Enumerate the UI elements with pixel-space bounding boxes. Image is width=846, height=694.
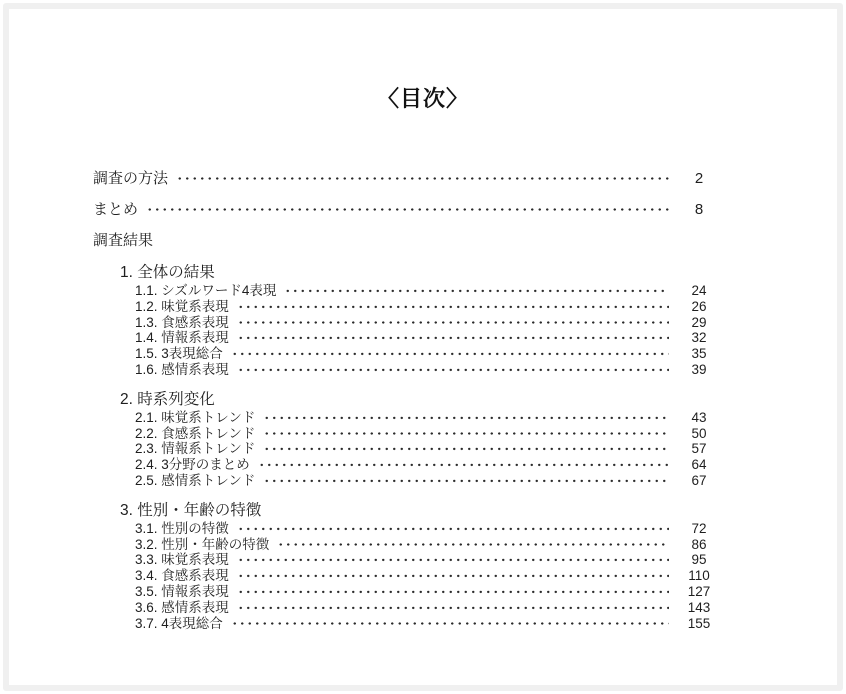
page-number: 86 — [691, 536, 707, 552]
toc-entry-label: 3.3. 味覚系表現 — [135, 552, 229, 568]
toc-entry-row — [93, 568, 722, 584]
dot-leader — [258, 457, 669, 473]
toc-entry-label: 3.2. 性別・年齢の特徴 — [135, 536, 270, 552]
toc-entry-label: 調査の方法 — [93, 170, 169, 187]
dot-leader — [237, 315, 669, 331]
toc-entry-row — [93, 600, 722, 616]
toc-entry-row — [93, 441, 722, 457]
toc-entry-label: まとめ — [93, 201, 139, 218]
toc-entry-label: 調査結果 — [93, 232, 154, 249]
toc-entry-label: 3.5. 情報系表現 — [135, 583, 229, 599]
toc-section — [93, 263, 722, 378]
page-number: 43 — [691, 409, 707, 425]
toc-entry-row — [93, 521, 722, 537]
page-number: 2 — [694, 170, 704, 187]
toc-entry-label: 3.6. 感情系表現 — [135, 599, 229, 615]
dot-leader — [263, 473, 669, 489]
toc-entry-label: 1.4. 情報系表現 — [135, 330, 229, 346]
page-number: 110 — [688, 568, 710, 584]
toc-sections — [93, 263, 722, 631]
toc-section — [93, 390, 722, 489]
dot-leader — [237, 521, 669, 537]
toc-entry-label: 1.2. 味覚系表現 — [135, 298, 229, 314]
toc-entry-label: 1.5. 3表現総合 — [135, 346, 223, 362]
toc-entry-label: 1.6. 感情系表現 — [135, 361, 229, 377]
toc-entry-row — [93, 552, 722, 568]
page-number: 26 — [691, 298, 707, 314]
page-number: 24 — [691, 283, 707, 298]
toc-entry-row — [93, 299, 722, 315]
page-number: 95 — [691, 552, 707, 568]
toc-entry-label: 3.4. 食感系表現 — [135, 568, 229, 584]
dot-leader — [284, 283, 669, 299]
dot-leader — [237, 568, 669, 584]
dot-leader — [263, 441, 669, 457]
page-number: 57 — [691, 441, 707, 457]
toc-entry-row — [93, 457, 722, 473]
dot-leader — [237, 362, 669, 378]
toc-entry-row — [93, 201, 722, 218]
page-number: 72 — [691, 520, 707, 536]
page-number: 32 — [691, 330, 707, 346]
dot-leader — [231, 346, 669, 362]
dot-leader — [263, 410, 669, 426]
page-number: 29 — [691, 314, 707, 330]
toc-entry-row — [93, 232, 722, 249]
toc-entry-row — [93, 473, 722, 489]
page-number: 35 — [691, 346, 707, 362]
toc-entry-label: 3.1. 性別の特徴 — [135, 520, 229, 536]
page-number: 50 — [691, 425, 707, 441]
toc-entry-label: 2.4. 3分野のまとめ — [135, 457, 250, 473]
page-number: 67 — [691, 472, 707, 488]
toc-entry-label: 2.3. 情報系トレンド — [135, 441, 256, 457]
page-number: 64 — [691, 457, 707, 473]
toc-top-entries — [93, 170, 722, 249]
section-heading: 3. 性別・年齢の特徴 — [120, 501, 262, 519]
toc-entry-row — [93, 616, 722, 632]
page-number: 39 — [691, 361, 707, 377]
dot-leader — [237, 299, 669, 315]
dot-leader — [263, 426, 669, 442]
toc-entry-row — [93, 315, 722, 331]
toc-entry-label: 1.1. シズルワード4表現 — [135, 283, 277, 298]
toc-entry-label: 2.5. 感情系トレンド — [135, 472, 256, 488]
toc-entry-row — [93, 410, 722, 426]
table-of-contents — [93, 170, 722, 631]
spacer — [153, 232, 722, 249]
page-title: 〈目次〉 — [376, 86, 469, 111]
toc-section — [93, 501, 722, 632]
dot-leader — [237, 330, 669, 346]
toc-entry-row — [93, 584, 722, 600]
dot-leader — [176, 170, 669, 187]
toc-entry-label: 3.7. 4表現総合 — [135, 615, 223, 631]
page-number: 155 — [687, 615, 711, 631]
page-number: 8 — [694, 201, 704, 218]
toc-entry-label: 2.1. 味覚系トレンド — [135, 409, 256, 425]
section-heading: 1. 全体の結果 — [120, 264, 215, 281]
dot-leader — [277, 537, 669, 553]
toc-entry-row — [93, 283, 722, 299]
dot-leader — [237, 600, 669, 616]
toc-entry-row — [93, 330, 722, 346]
toc-entry-label: 2.2. 食感系トレンド — [135, 425, 256, 441]
toc-entry-label: 1.3. 食感系表現 — [135, 314, 229, 330]
dot-leader — [146, 201, 669, 218]
toc-entry-row — [93, 362, 722, 378]
page-number: 127 — [687, 583, 711, 599]
toc-entry-row — [93, 170, 722, 187]
toc-entry-row — [93, 346, 722, 362]
dot-leader — [237, 552, 669, 568]
page-number: 143 — [687, 599, 711, 615]
section-heading: 2. 時系列変化 — [120, 390, 215, 408]
dot-leader — [231, 616, 669, 632]
toc-entry-row — [93, 537, 722, 553]
dot-leader — [237, 584, 669, 600]
toc-entry-row — [93, 426, 722, 442]
